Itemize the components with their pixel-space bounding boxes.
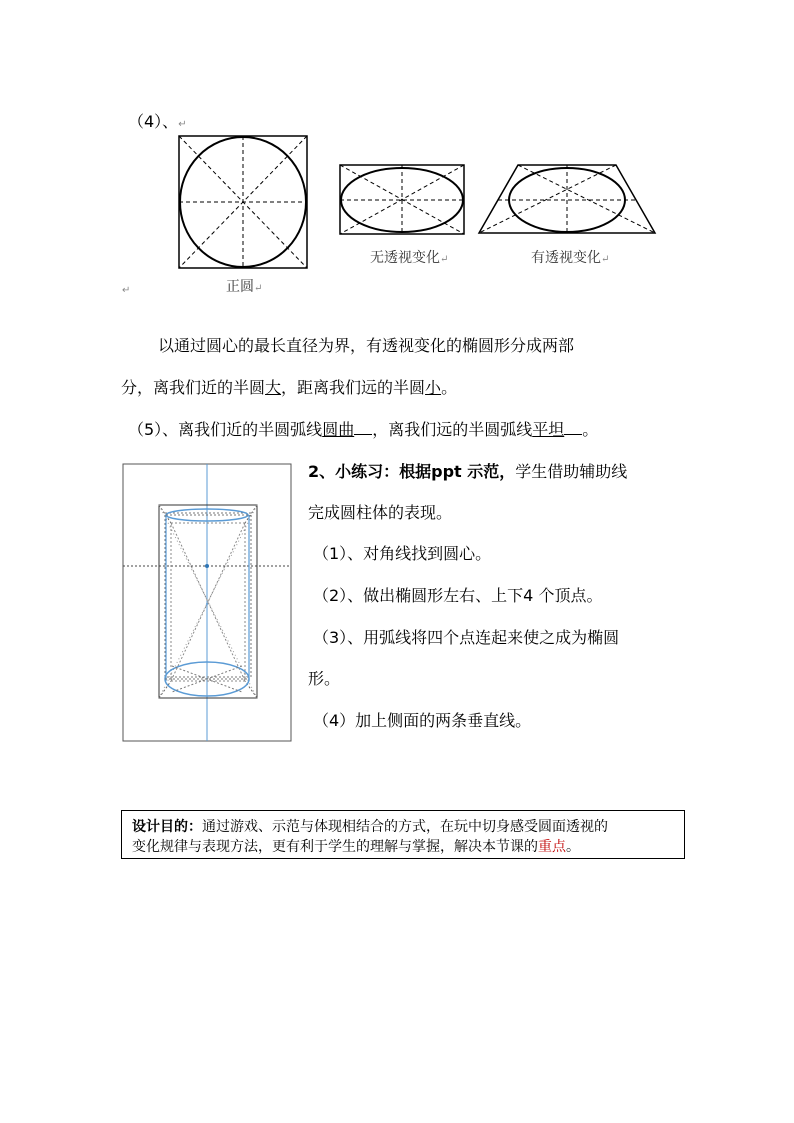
design-purpose-label: 设计目的： bbox=[132, 819, 202, 835]
far-arc-answer: 平坦 bbox=[532, 420, 565, 439]
circle-caption: 正圆↵ bbox=[226, 279, 263, 295]
paragraph-1-line-1: 以通过圆心的最长直径为界，有透视变化的椭圆形分成两部 bbox=[158, 336, 575, 355]
ellipse-perspective-figure bbox=[478, 164, 656, 235]
cylinder-drawing-figure bbox=[122, 463, 292, 743]
near-arc-answer: 圆曲 bbox=[322, 420, 355, 439]
key-point-highlight: 重点 bbox=[538, 839, 566, 855]
paragraph-1-line-2: 分，离我们近的半圆大，距离我们远的半圆小。 bbox=[121, 378, 458, 397]
paragraph-mark: ↵ bbox=[178, 119, 187, 130]
near-semicircle-answer: 大 bbox=[265, 378, 282, 397]
section-number: （4）、↵ bbox=[128, 112, 187, 131]
return-mark: ↵ bbox=[122, 285, 131, 296]
paragraph-2: （5）、离我们近的半圆弧线圆曲 ，离我们远的半圆弧线平坦 。 bbox=[128, 420, 599, 439]
design-purpose-text-1: 通过游戏、示范与体现相结合的方式，在玩中切身感受圆面透视的 bbox=[202, 819, 608, 835]
design-purpose-box: 设计目的：通过游戏、示范与体现相结合的方式，在玩中切身感受圆面透视的 变化规律与表现方法，更有利于学生的理解与掌握，解决本节课的重点。 bbox=[121, 810, 685, 859]
practice-title: 2、小练习：根据ppt 示范，学生借助辅助线 bbox=[308, 462, 628, 481]
practice-step-4: （4）加上侧面的两条垂直线。 bbox=[313, 711, 532, 730]
ellipse-no-perspective-figure bbox=[339, 164, 465, 235]
no-perspective-caption: 无透视变化↵ bbox=[370, 250, 449, 266]
far-semicircle-answer: 小 bbox=[425, 378, 442, 397]
practice-step-1: （1）、对角线找到圆心。 bbox=[313, 544, 492, 563]
design-purpose-text-2: 变化规律与表现方法，更有利于学生的理解与掌握，解决本节课的 bbox=[132, 839, 538, 855]
practice-step-3-cont: 形。 bbox=[308, 669, 341, 688]
practice-step-3: （3）、用弧线将四个点连起来使之成为椭圆 bbox=[313, 628, 620, 647]
circle-in-square-figure bbox=[178, 135, 308, 269]
practice-step-2: （2）、做出椭圆形左右、上下4 个顶点。 bbox=[313, 586, 603, 605]
practice-line-2: 完成圆柱体的表现。 bbox=[308, 503, 453, 522]
perspective-caption: 有透视变化↵ bbox=[531, 250, 610, 266]
